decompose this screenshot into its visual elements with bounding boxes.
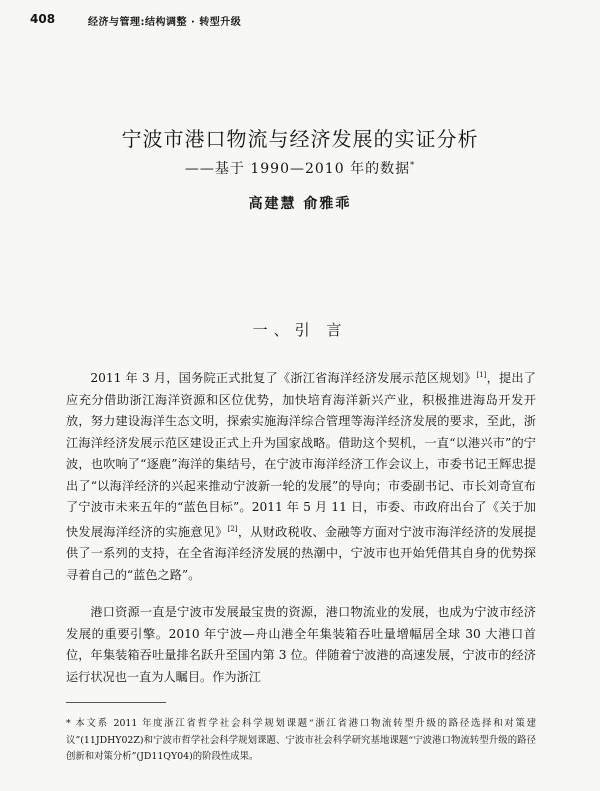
paragraph-1-part-c: ，从财政税收、金融等方面对宁波市海洋经济的发展提供了一系列的支持，在全省海洋经济发展的热潮中，宁波市也开始凭借其自身的优势探寻着自己的“蓝色之路”。 bbox=[66, 524, 537, 582]
footnote: * 本文系 2011 年度浙江省哲学社会科学规划课题“浙江省港口物流转型升级的路径选择和对策建议”(11JDHY02Z)和宁波市哲学社会科学规划课题、宁波市社会科学研究基地课题“宁波港口物流转型升级的路径创新和对策分析”(JD11QY04)的阶段性成果。 bbox=[66, 718, 536, 762]
paragraph-1-part-a: 2011 年 3 月，国务院正式批复了《浙江省海洋经济发展示范区规划》 bbox=[90, 371, 477, 386]
page-number: 408 bbox=[30, 12, 56, 26]
paragraph-1-part-b: ，提出了应充分借助浙江海洋资源和区位优势，加快培育海洋新兴产业，积极推进海岛开发开放，努力建设海洋生态文明，探索实施海洋综合管理等海洋经济发展的要求，至此，浙江海洋经济发展示范区建设正式上升为国家战略。借助这个契机，一直“以港兴市”的宁波，也吹响了“逐鹿”海洋的集结号，在宁波市海洋经济工作会议上，市委书记王辉忠提出了“以海洋经济的兴起来推动宁波新一轮的发展”的导向；市委副书记、市长刘奇宣布了宁波市未来五年的“蓝色目标”。2011 年 5 月 11 日，市委、市政府出台了《关于加快发展海洋经济的实施意见》 bbox=[66, 371, 536, 539]
paragraph-2 bbox=[66, 602, 536, 688]
article-title: 宁波市港口物流与经济发展的实证分析 bbox=[121, 127, 479, 151]
running-header bbox=[30, 12, 570, 28]
section-heading: 一、引 言 bbox=[252, 321, 348, 339]
article-authors: 高建慧 俞雅乖 bbox=[248, 196, 352, 212]
paragraph-1 bbox=[66, 365, 536, 586]
running-title: 经济与管理:结构调整 · 转型升级 bbox=[88, 17, 242, 28]
subtitle-text: ——基于 1990—2010 年的数据 bbox=[184, 161, 411, 177]
footnote-divider bbox=[66, 702, 166, 703]
subtitle-footnote-mark: * bbox=[410, 160, 416, 170]
paragraph-2-text: 港口资源一直是宁波市发展最宝贵的资源，港口物流业的发展，也成为宁波市经济发展的重要引擎。2010 年宁波—舟山港全年集装箱吞吐量增幅居全球 30 大港口首位，年集装箱吞吐量排名跃升至国内第 3 位。伴随着宁波港的高速发展，宁波市的经济运行状况也一直为人瞩目。作为浙江 bbox=[66, 605, 536, 684]
citation-1: [1] bbox=[476, 371, 487, 379]
citation-2: [2] bbox=[227, 524, 238, 533]
article-subtitle bbox=[0, 158, 600, 178]
